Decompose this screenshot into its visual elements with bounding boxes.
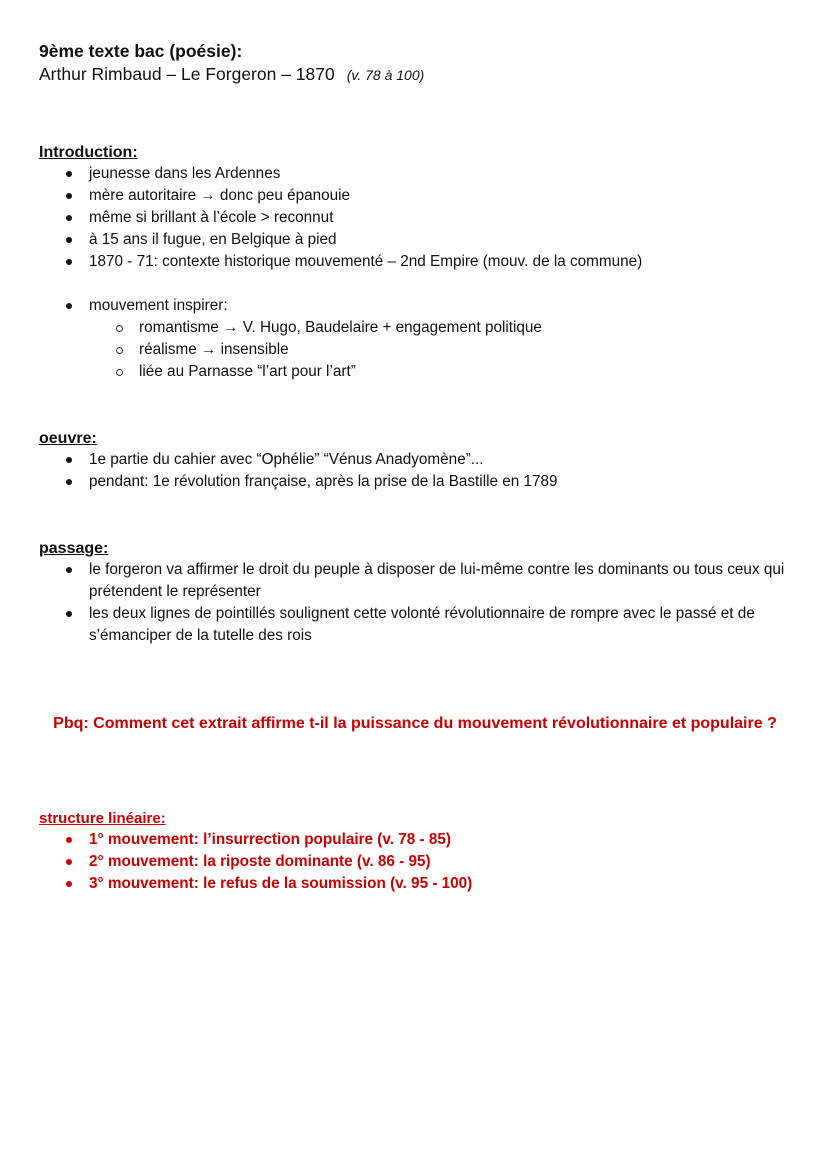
structure-list xyxy=(39,829,789,895)
sub-list-item: liée au Parnasse “l’art pour l’art” xyxy=(39,361,789,383)
list-item: 1e partie du cahier avec “Ophélie” “Vénus Anadyomène”... xyxy=(39,449,789,471)
list-item: 1° mouvement: l’insurrection populaire (v. 78 - 85) xyxy=(39,829,789,851)
problematique: Pbq: Comment cet extrait affirme t-il la puissance du mouvement révolutionnaire et populaire ? xyxy=(53,715,777,732)
introduction-heading: Introduction: xyxy=(39,144,138,161)
structure-heading: structure linéaire: xyxy=(39,810,166,827)
movement-list xyxy=(39,295,789,383)
list-item: 2° mouvement: la riposte dominante (v. 86 - 95) xyxy=(39,851,789,873)
introduction-list xyxy=(39,163,789,273)
structure-section xyxy=(39,809,789,895)
oeuvre-section xyxy=(39,429,789,493)
list-item: pendant: 1e révolution française, après la prise de la Bastille en 1789 xyxy=(39,471,789,493)
list-item: les deux lignes de pointillés soulignent cette volonté révolutionnaire de rompre avec le passé et de s’émanciper de la tutelle des rois xyxy=(39,603,789,647)
movement-label: mouvement inspirer: xyxy=(39,295,789,317)
verses-range: (v. 78 à 100) xyxy=(346,67,425,83)
oeuvre-heading: oeuvre: xyxy=(39,430,97,447)
document-subtitle xyxy=(39,62,789,87)
list-item: à 15 ans il fugue, en Belgique à pied xyxy=(39,229,789,251)
work-reference: Arthur Rimbaud – Le Forgeron – 1870 xyxy=(39,64,335,84)
document-title: 9ème texte bac (poésie): xyxy=(39,41,243,61)
sub-list-item: réalisme → insensible xyxy=(39,339,789,361)
document-page xyxy=(39,40,789,895)
list-item: 3° mouvement: le refus de la soumission (v. 95 - 100) xyxy=(39,873,789,895)
passage-heading: passage: xyxy=(39,540,109,557)
passage-section xyxy=(39,539,789,647)
list-item: jeunesse dans les Ardennes xyxy=(39,163,789,185)
list-item: 1870 - 71: contexte historique mouvementé – 2nd Empire (mouv. de la commune) xyxy=(39,251,789,273)
list-item: même si brillant à l’école > reconnut xyxy=(39,207,789,229)
list-item: mère autoritaire → donc peu épanouie xyxy=(39,185,789,207)
sub-list-item: romantisme → V. Hugo, Baudelaire + engagement politique xyxy=(39,317,789,339)
passage-list xyxy=(39,559,789,647)
introduction-section xyxy=(39,143,789,383)
oeuvre-list xyxy=(39,449,789,493)
list-item: le forgeron va affirmer le droit du peuple à disposer de lui-même contre les dominants ou tous ceux qui prétendent le représenter xyxy=(39,559,789,603)
